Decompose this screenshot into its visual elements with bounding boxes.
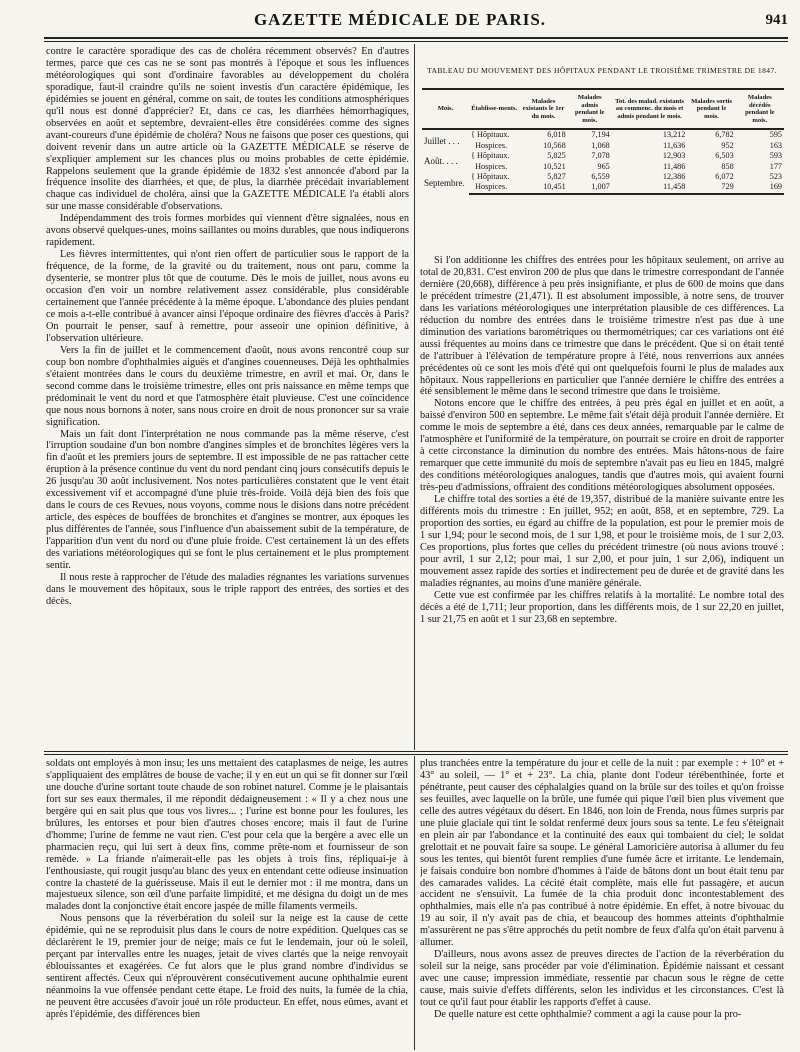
value-cell: 10,521 [543, 161, 566, 171]
bottom-left-column [46, 758, 408, 1050]
value-cell: 163 [769, 140, 782, 150]
value-cell: 5,825 [547, 151, 566, 161]
value-cell: 965 [597, 161, 610, 171]
paragraph: Vers la fin de juillet et le commencement d'août, nous avons rencontré coup sur coup bon nombre d'ophthalmies aiguës et d'angines couenneuses. Déjà les ophthalmies s'étaient montrées dans le cours du deuxième trimestre, en avril et mai. Or, dans le second comme dans le troisième trimestre, elles ont pris naissance en même temps que prédominait le vent du nord et que l'atmosphère était pluvieuse. C'est une coïncidence que nous nous bornons à noter, sans nous croire en droit de nous prononcer sur sa vraie signification. [46, 344, 409, 428]
table-row [422, 141, 784, 151]
paragraph: Le chiffre total des sorties a été de 19,357, distribué de la manière suivante entre les différents mois du trimestre : En juillet, 952; en août, 858, et en septembre, 729. La proportion des sorties, eu égard au chiffre de la population, est pour le premier mois de 1 sur 1,94; pour le second mois, de 1 sur 1,98, et pour le troisième mois, de 1 sur 2,03. Ces proportions, plus fortes que celles du précédent trimestre (où nous avions trouvé : pour avril, 1 sur 2,12; pour mai, 1 sur 2,00, et pour juin, 1 sur 2,06), indiquent un mouvement assez rapide des sorties et indirectement peu de durée et de gravité dans les maladies régnantes, au moins d'une manière générale. [420, 494, 784, 589]
month-cell: Septembre. [424, 177, 465, 188]
value-cell: 177 [769, 161, 782, 171]
table-header-cell: Tot. des malad. existants au commenc. du mois et admis pendant le mois. [612, 89, 688, 129]
establishment-cell: { Hôpitaux. [470, 130, 510, 140]
paragraph: D'ailleurs, nous avons assez de preuves directes de l'action de la réverbération du soleil sur la neige, sans procéder par voie d'élimination. Épidémie naissant et cessant avec une cause; impression immédiate, ressentie par chacun sous le règne de cette cause, mais suivie d'effets différents, selon les individus et les circonstances. C'est là tout ce qu'il faut pour établir les rapports d'effet à cause. [420, 949, 784, 1009]
paragraph: contre le caractère sporadique des cas de choléra récemment observés? En d'autres termes, parce que ces cas ne se sont pas montrés à l'époque et sous les influences météorologiques qui sont d'ordinaire favorables au développement du choléra sporadique, faut-il craindre qu'ils ne soient investis d'un caractère épidémique, les épidémies se jouent en général, comme on sait, de toutes les conditions atmosphériques qu'il nous est donné d'apprécier? Et, dans ce cas, les diarrhées hémorrhagiques, observées en août et septembre, devraient-elles être considérées comme des signes avant-coureurs d'une épidémie de choléra? Nous ne faisons que poser ces questions, qui doivent revenir dans un autre article où la GAZETTE MÉDICALE se réserve de s'expliquer amplement sur les chances plus ou moins probables de cette épidémie. Rappelons seulement que la grande épidémie de 1832 s'est annoncée d'abord par la fréquence insolite des diarrhées, et que, de plus, la diarrhée précédait invariablement chaque cas individuel de choléra, ainsi que la GAZETTE MÉDICALE l'a établi alors sur une masse considérable d'observations. [46, 46, 409, 213]
table-row [422, 162, 784, 172]
value-cell: 523 [769, 172, 782, 181]
table-header-cell: Malades existants le 1er du mois. [519, 89, 567, 129]
bottom-right-column [420, 758, 784, 1050]
table-header-cell: Mois. [422, 89, 469, 129]
value-cell: 6,782 [715, 130, 734, 140]
right-column [420, 255, 784, 755]
table-header-cell: Établisse-ments. [469, 89, 519, 129]
value-cell: 5,827 [547, 172, 566, 181]
table-row [422, 182, 784, 193]
table-row [422, 129, 784, 140]
paragraph: Notons encore que le chiffre des entrées, à peu près égal en juillet et en août, a baissé d'environ 500 en septembre. Le même fait s'était déjà produit l'année dernière. Et comme le mois de septembre a été, dans ces deux années, remarquable par le calme de l'atmosphère et l'uniformité de la température, on pourrait se croire en droit de rapporter à cette circonstance la diminution du nombre des entrées. Mais hâtons-nous de faire remarquer que cette immunité du mois de septembre n'avait pas eu lieu en 1845, malgré des conditions météorologiques analogues, tandis que d'autres mois, qui avaient fourni très-peu d'admissions, offraient des conditions météorologiques absolument opposées. [420, 398, 784, 494]
table-header-cell: Malades sortis pendant le mois. [687, 89, 735, 129]
value-cell: 6,072 [715, 172, 734, 181]
table-row [422, 172, 784, 182]
value-cell: 858 [721, 161, 734, 171]
page-number: 941 [765, 12, 788, 28]
value-cell: 11,486 [663, 161, 686, 171]
value-cell: 10,568 [543, 140, 566, 150]
value-cell: 595 [769, 130, 782, 140]
table-row [422, 151, 784, 161]
paragraph: soldats ont employés à mon insu; les uns mettaient des cataplasmes de neige, les autres s'appliquaient des emplâtres de bouse de vache; il y en eut un qui se fit donner sur l'œil une douche d'urine sortant toute chaude de son robinet naturel. Comme je le plaisantais fort sur ses eaux thermales, il me répondit dédaigneusement : « Il y a chez nous une bergère qui en sait plus que tous vos livres... ; l'urine est bonne pour les foulures, les brûlures, les entorses et pour bien d'autres choses encore; mais il faut de l'urine d'homme; l'urine de femme ne vaut rien. C'est pour cela que la bergère a avec elle un pharmacien reçu, qui lui sert à deux fins, comme prête-nom et fournisseur de son remède. » La friande n'aimerait-elle pas les objets à trois fins, répliquai-je à l'enthousiaste, qui rougit jusqu'au blanc des yeux en entendant cette odieuse insinuation contre la chasteté de la guérisseuse. Mais il eut le dernier mot : il me montra, dans un majestueux silence, son œil d'une parfaite limpidité, et me désigna du doigt un de mes malades dont la conjonctive était encore jaspée de mille filaments vermeils. [46, 758, 408, 913]
left-column [46, 46, 409, 746]
value-cell: 13,212 [662, 130, 686, 140]
value-cell: 593 [769, 151, 782, 161]
value-cell: 12,903 [662, 151, 686, 161]
table-header-cell: Malades décédés pendant le mois. [736, 89, 784, 129]
paragraph: Cette vue est confirmée par les chiffres relatifs à la mortalité. Le nombre total des décès a été de 1,711; leur proportion, dans les différents mois, de 1 sur 22,20 en juillet, 1 sur 21,75 en août et 1 sur 23,68 en septembre. [420, 589, 784, 625]
header-rule-thin [44, 41, 788, 42]
value-cell: 7,194 [591, 130, 610, 140]
header-rule [44, 37, 788, 39]
paragraph: Nous pensons que la réverbération du soleil sur la neige est la cause de cette épidémie, qui ne se reproduisit plus dans le cours de notre expédition. Quelques cas se déclarèrent le 19, premier jour de neige; mais ce fut le lendemain, jour où le soleil, perçant par intervalles entre les nuages, jetait de vives clartés que la neige renvoyait éblouissantes et exagérées. Ce fut alors que le plus grand nombre d'individus se sentirent affectés. Ceux qui n'éprouvèrent consécutivement aucune ophthalmie eurent néanmoins la vue offensée pendant cette étape. Le froid des nuits, la fumée de la chia, ne peuvent être accusées d'avoir joué un rôle producteur. En effet, nous eûmes, avant et après l'épidémie, des différences bien [46, 913, 408, 1021]
paragraph: Il nous reste à rapprocher de l'étude des maladies régnantes les variations survenues dans le mouvement des hôpitaux, sous le triple rapport des entrées, des sorties et des décès. [46, 571, 409, 607]
table-header-row [422, 89, 784, 129]
establishment-cell: Hospices. [469, 182, 519, 193]
hospital-movement-table [422, 88, 784, 195]
month-cell: Juillet . . . [424, 135, 460, 146]
value-cell: 11,636 [663, 140, 686, 150]
value-cell: 12,386 [662, 172, 686, 181]
establishment-cell: Hospices. [470, 140, 508, 150]
value-cell: 6,559 [591, 172, 610, 181]
value-cell: 729 [687, 182, 735, 193]
value-cell: 6,503 [715, 151, 734, 161]
paragraph: Si l'on additionne les chiffres des entrées pour les hôpitaux seulement, on arrive au total de 20,831. C'est environ 200 de plus que dans le trimestre correspondant de l'année dernière (20,668), différence à peu près insignifiante, et plus de 600 de moins que dans le précédent trimestre (21,471). Il est absolument impossible, à notre sens, de trouver dans les variations météorologiques une interprétation plausible de ces différences. La réduction du nombre des entrées dans le troisième trimestre n'est pas due à une diminution des variations barométriques ou thermométriques; car ces variations ont été aussi fréquentes au moins dans ce trimestre que dans le précédent. Que si on était tenté de l'attribuer à l'élévation de température propre à l'été, nous renverrions aux années précédentes où ce sont les mois d'été qui ont quelquefois fourni le plus de malades aux hôpitaux. Nous rappellerions en particulier que l'année dernière le chiffre des entrées a été sensiblement le même dans le second trimestre que dans le troisième. [420, 255, 784, 398]
paragraph: plus tranchées entre la température du jour et celle de la nuit : par exemple : + 10° et + 43° au soleil, — 1° et + 23°. La chia, plante dont l'odeur térébenthinée, forte et pénétrante, peut causer des céphalalgies quand on la brûle sur des toiles et qu'on froisse ses feuilles, avec laquelle on la brûle, une fumée qui pique l'œil bien plus vivement que celle des autres végétaux du désert. En 1846, non loin de Frenda, nous fûmes surpris par une pluie glaciale qui tint le soldat renfermé deux jours sous sa tente. Le feu s'éteignait en plein air par l'abondance et la continuité des eaux qui tombaient du ciel; le soldat grelottait et ne pouvait faire sa soupe. Le général Lamoricière autorisa à allumer du feu sous les tentes, qui bientôt furent remplies d'une fumée âcre et irritante. Le lendemain, je faisais conduire bon nombre d'hommes à l'aide de bâtons dont un bout était tenu par des camarades valides. La cécité était complète, mais elle fut passagère, et aucun accident ne s'ensuivit. La fumée de la chia produit donc incontestablement des ophthalmies, mais elle n'a pas contribué à notre épidémie. En effet, à notre bivouac du 19 au soir, il n'y avait pas de chia, et beaucoup des hommes atteints d'ophthalmie m'assurèrent ne pas s'être approchés du petit nombre de feux d'alfa qu'on était parvenu à allumer. [420, 758, 784, 949]
establishment-cell: { Hôpitaux. [470, 172, 510, 181]
establishment-cell: Hospices. [470, 161, 508, 171]
paragraph: Mais un fait dont l'interprétation ne nous commande pas la même réserve, c'est l'irruption soudaine d'un bon nombre d'angines simples et de bronchites légères vers la fin d'août et les premiers jours de septembre. Il est impossible de ne pas rattacher cette éruption à la présence continue du vent du nord pendant cinq jours consécutifs depuis le 26 jusqu'au 30 août inclusivement. Nos notes particulières constatent que le vent était excessivement vif et accompagné d'une pluie très-froide. Voilà déjà bien des fois que dans le cours de ces Revues, nous voyons, comme nous le disions dans notre précédent article, des espèces de bouffées de bronchites et d'angines se montrer, aux époques les plus différentes de l'année, sous l'influence d'un abaissement subit de la température, de l'apparition d'un vent du nord ou d'une pluie froide. C'est certainement là un des effets des variations météorologiques qui se font le plus certainement et le plus promptement sentir. [46, 428, 409, 571]
column-divider-bottom [414, 756, 415, 1050]
paragraph: De quelle nature est cette ophthalmie? comment a agi la cause pour la pro- [434, 1009, 742, 1021]
value-cell: 11,458 [612, 182, 688, 193]
paragraph: Les fièvres intermittentes, qui n'ont rien offert de particulier sous le rapport de la fréquence, de la forme, de la gravité ou du traitement, nous ont paru, comme la dysenterie, se montrer plus tôt que de coutume. Dès le mois de juillet, nous avons eu occasion d'en voir un nombre relativement assez considérable, plus considérable certainement que l'année précédente à la même époque. L'abondance des pluies pendant ce mois a-t-elle contribué à avancer ainsi l'époque ordinaire des fièvres d'accès à Paris? On pourrait le penser, sauf à remettre, pour asseoir une opinion définitive, à l'observation ultérieure. [46, 249, 409, 344]
value-cell: 1,068 [591, 140, 610, 150]
value-cell: 7,078 [591, 151, 610, 161]
value-cell: 169 [736, 182, 784, 193]
value-cell: 6,018 [547, 130, 566, 140]
value-cell: 952 [721, 140, 734, 150]
value-cell: 1,007 [568, 182, 612, 193]
page-title: GAZETTE MÉDICALE DE PARIS. [253, 10, 547, 29]
table-caption: TABLEAU DU MOUVEMENT DES HÔPITAUX PENDANT LE TROISIÈME TRIMESTRE DE 1847. [427, 66, 777, 75]
column-divider-top [414, 44, 415, 750]
paragraph: Indépendamment des trois formes morbides qui viennent d'être signalées, nous en avons observé quelques-unes, moins saillantes ou moins durables, que nous indiquerons rapidement. [46, 213, 409, 249]
establishment-cell: { Hôpitaux. [470, 151, 510, 161]
table-header-cell: Malades admis pendant le mois. [568, 89, 612, 129]
value-cell: 10,451 [519, 182, 567, 193]
month-cell: Août. . . . [424, 156, 458, 167]
